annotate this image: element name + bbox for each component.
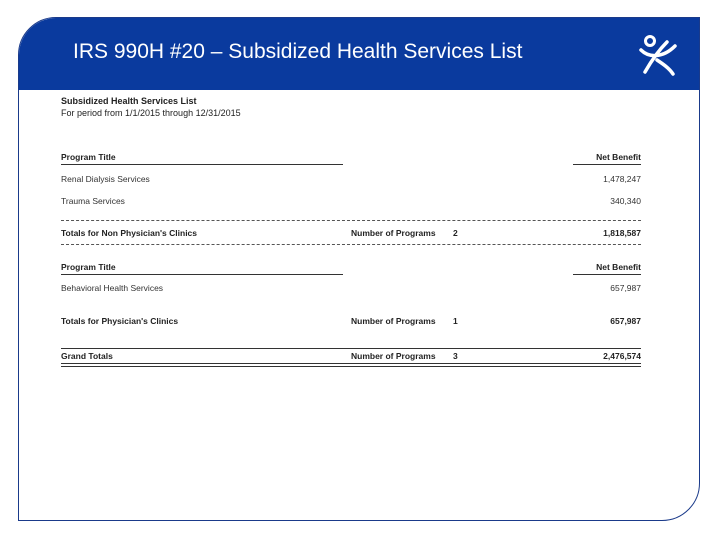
report-title: Subsidized Health Services List [61, 96, 197, 106]
programs-count-label: Number of Programs [351, 351, 436, 361]
programs-count: 1 [453, 316, 458, 326]
figure-logo-icon [635, 32, 681, 78]
program-name: Behavioral Health Services [61, 283, 164, 293]
divider [61, 348, 641, 349]
grand-total-label: Grand Totals [61, 351, 113, 361]
program-net-benefit: 340,340 [610, 196, 641, 206]
programs-count: 2 [453, 228, 458, 238]
programs-count-label: Number of Programs [351, 316, 436, 326]
programs-count-label: Number of Programs [351, 228, 436, 238]
column-header-net-benefit: Net Benefit [573, 152, 641, 165]
double-underline [61, 363, 641, 367]
program-net-benefit: 1,478,247 [603, 174, 641, 184]
section-total-label: Totals for Physician's Clinics [61, 316, 179, 326]
program-name: Trauma Services [61, 196, 125, 206]
title-bar [19, 18, 699, 90]
report-period: For period from 1/1/2015 through 12/31/2015 [61, 108, 241, 118]
programs-count: 3 [453, 351, 458, 361]
program-name: Renal Dialysis Services [61, 174, 150, 184]
column-header-net-benefit: Net Benefit [573, 262, 641, 275]
column-header-program-title: Program Title [61, 262, 343, 275]
column-header-program-title: Program Title [61, 152, 343, 165]
slide-title: IRS 990H #20 – Subsidized Health Services List [73, 40, 523, 63]
section-total-value: 657,987 [610, 316, 641, 326]
divider [61, 220, 641, 221]
program-net-benefit: 657,987 [610, 283, 641, 293]
divider [61, 244, 641, 245]
section-total-value: 1,818,587 [603, 228, 641, 238]
grand-total-value: 2,476,574 [603, 351, 641, 361]
section-total-label: Totals for Non Physician's Clinics [61, 228, 198, 238]
